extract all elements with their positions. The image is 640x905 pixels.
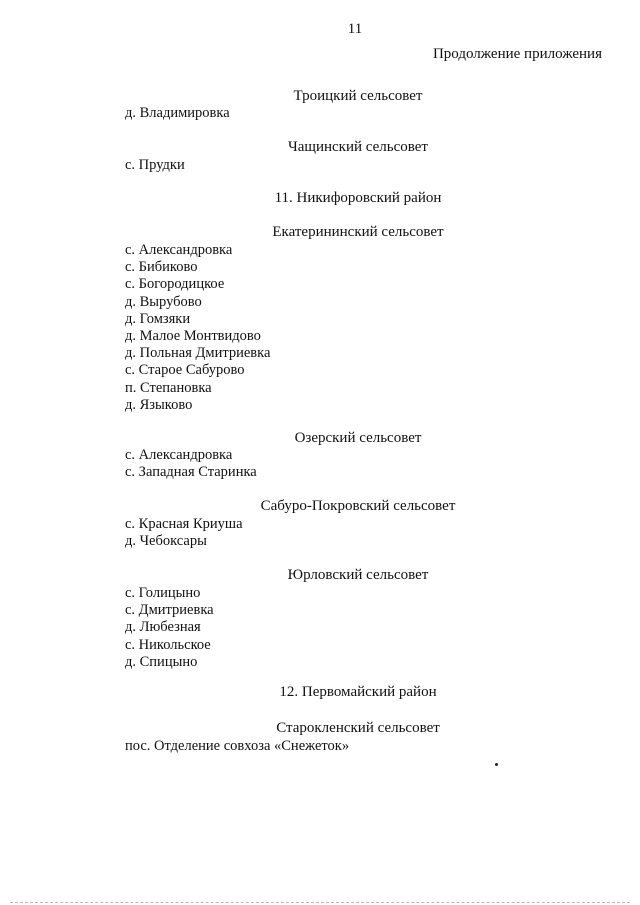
- settlement-list-yurlovsky: [125, 585, 214, 671]
- list-item: п. Степановка: [125, 379, 212, 396]
- list-item: д. Польная Дмитриевка: [125, 345, 271, 362]
- list-item: с. Александровка: [125, 447, 233, 463]
- list-item: с. Бибиково: [125, 259, 198, 276]
- list-item: с. Западная Старинка: [125, 464, 257, 481]
- list-item: д. Чебоксары: [125, 533, 207, 550]
- section-heading-yurlovsky: Юрловский сельсовет: [287, 567, 429, 583]
- list-item: с. Богородицкое: [125, 276, 225, 293]
- continuation-label: Продолжение приложения: [432, 46, 602, 62]
- list-item: с. Никольское: [125, 636, 211, 653]
- scan-speck: [495, 763, 498, 766]
- section-heading-saburo-pokrovsky: Сабуро-Покровский сельсовет: [260, 498, 456, 514]
- section-heading-troitsky: Троицкий сельсовет: [293, 88, 423, 104]
- list-item: д. Языково: [125, 396, 193, 413]
- settlement-list-troitsky: [125, 105, 230, 122]
- page-number: 11: [347, 21, 363, 37]
- list-item: д. Спицыно: [125, 653, 198, 670]
- list-item: с. Александровка: [125, 242, 233, 258]
- list-item: д. Владимировка: [125, 105, 230, 121]
- list-item: д. Гомзяки: [125, 310, 191, 327]
- list-item: пос. Отделение совхоза «Снежеток»: [125, 738, 350, 754]
- district-heading-12: 12. Первомайский район: [279, 684, 437, 700]
- settlement-list-ozersky: [125, 447, 257, 481]
- list-item: д. Любезная: [125, 619, 201, 636]
- section-heading-chashchinsky: Чащинский сельсовет: [288, 139, 428, 155]
- list-item: с. Старое Сабурово: [125, 362, 245, 379]
- list-item: с. Голицыно: [125, 585, 201, 601]
- settlement-list-chashchinsky: [125, 157, 185, 174]
- section-heading-staroklensky: Старокленский сельсовет: [276, 720, 440, 736]
- scan-edge-line: [10, 901, 630, 903]
- section-heading-ozersky: Озерский сельсовет: [294, 430, 422, 446]
- settlement-list-staroklensky: [125, 738, 349, 755]
- list-item: д. Малое Монтвидово: [125, 328, 261, 345]
- list-item: с. Красная Криуша: [125, 516, 243, 532]
- settlement-list-saburo-pokrovsky: [125, 516, 243, 550]
- list-item: с. Дмитриевка: [125, 602, 214, 619]
- list-item: с. Прудки: [125, 157, 185, 173]
- settlement-list-ekaterininsky: [125, 242, 270, 414]
- list-item: д. Вырубово: [125, 293, 202, 310]
- district-heading-11: 11. Никифоровский район: [274, 190, 442, 206]
- section-heading-ekaterininsky: Екатерининский сельсовет: [272, 224, 444, 240]
